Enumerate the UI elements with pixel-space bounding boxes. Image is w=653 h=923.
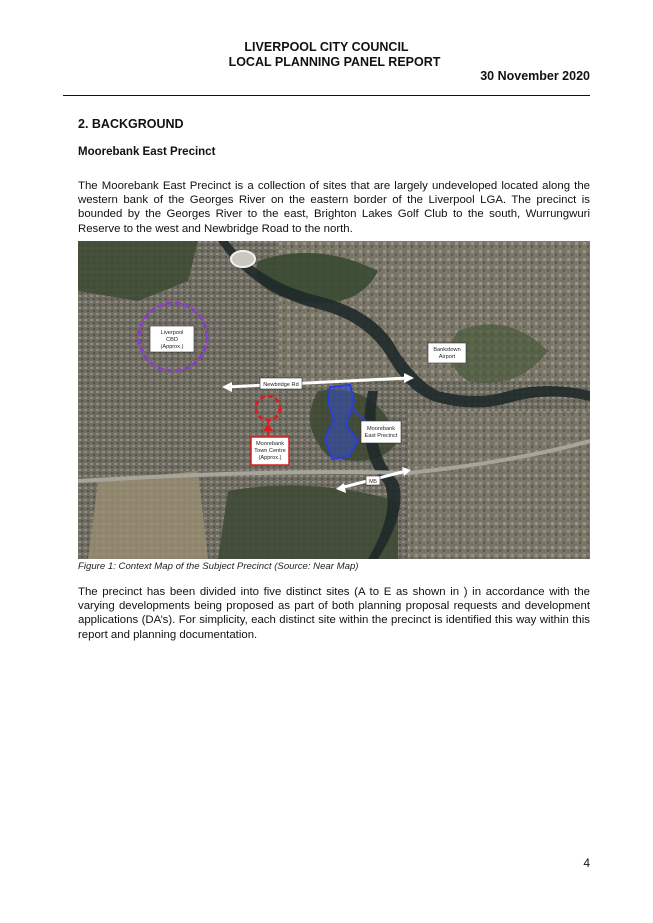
context-map-image <box>78 241 590 559</box>
map-label-precinct-2: East Precinct <box>364 433 398 439</box>
map-label-cbd-2: CBD <box>166 337 178 343</box>
header-organization: LIVERPOOL CITY COUNCIL <box>244 40 409 54</box>
map-label-airport-2: Airport <box>438 354 456 360</box>
map-label-town-1: Moorebank <box>256 441 284 447</box>
map-label-town-3: (Approx.) <box>258 455 282 461</box>
paragraph-sites: The precinct has been divided into five distinct sites (A to E as shown in ) in accordance with the varying developments being proposed as part of both planning proposal requests and development applications (DA’s). For simplicity, each distinct site within the precinct is identified this way within this report and planning documentation. <box>78 586 590 641</box>
header-report-title: LOCAL PLANNING PANEL REPORT <box>228 55 441 69</box>
page-number: 4 <box>583 856 590 870</box>
map-label-town-2: Town Centre <box>254 448 286 454</box>
section-subheading: Moorebank East Precinct <box>78 146 216 158</box>
map-label-cbd-1: Liverpool <box>160 330 184 336</box>
figure-caption: Figure 1: Context Map of the Subject Precinct (Source: Near Map) <box>78 561 359 572</box>
map-label-precinct-1: Moorebank <box>367 426 395 432</box>
header-rule <box>63 95 590 96</box>
map-label-m5: M5 <box>369 479 377 485</box>
map-label-newbridge: Newbridge Rd <box>263 382 299 388</box>
header-date: 30 November 2020 <box>480 69 590 83</box>
section-heading: 2. BACKGROUND <box>78 117 184 131</box>
map-label-cbd-3: (Approx.) <box>160 344 184 350</box>
map-label-airport-1: Bankstown <box>433 347 461 353</box>
paragraph-intro: The Moorebank East Precinct is a collection of sites that are largely undeveloped located along the western bank of the Georges River on the eastern border of the Liverpool LGA. The precinct is bounded by the Georges River to the east, Brighton Lakes Golf Club to the south, Wurrungwuri Reserve to the west and Newbridge Road to the north. <box>78 180 590 235</box>
